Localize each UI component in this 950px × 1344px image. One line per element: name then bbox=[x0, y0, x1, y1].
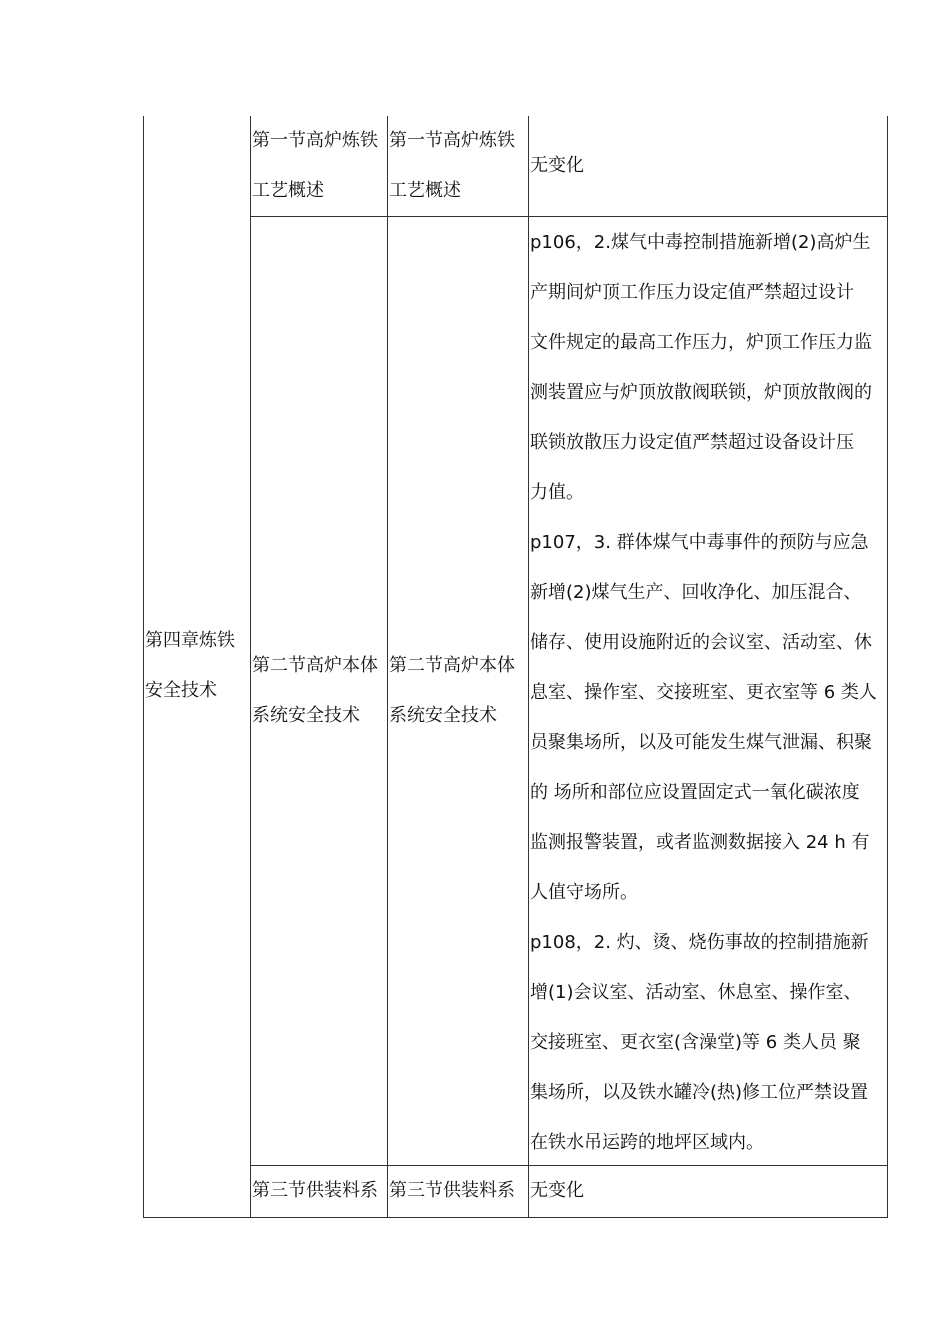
old-section-line: 第二节高炉本体 bbox=[252, 655, 378, 676]
change-line: p108，2. 灼、烫、烧伤事故的控制措施新 bbox=[530, 932, 869, 953]
change-line: 交接班室、更衣室(含澡堂)等 6 类人员 聚 bbox=[530, 1032, 861, 1053]
change-line: 无变化 bbox=[530, 155, 584, 176]
change-line: 联锁放散压力设定值严禁超过设备设计压 bbox=[530, 432, 854, 453]
table-divider-2 bbox=[387, 116, 388, 1218]
new-section-line: 第一节高炉炼铁 bbox=[389, 130, 515, 151]
new-section-cell bbox=[389, 1166, 515, 1216]
change-line: 在铁水吊运跨的地坪区域内。 bbox=[530, 1132, 764, 1153]
change-line: p106，2.煤气中毒控制措施新增(2)高炉生 bbox=[530, 232, 871, 253]
old-section-cell bbox=[252, 1166, 378, 1216]
change-line: 文件规定的最高工作压力，炉顶工作压力监 bbox=[530, 332, 872, 353]
new-section-line: 第二节高炉本体 bbox=[389, 655, 515, 676]
change-line: 集场所，以及铁水罐冷(热)修工位严禁设置 bbox=[530, 1082, 869, 1103]
change-line: 产期间炉顶工作压力设定值严禁超过设计 bbox=[530, 282, 854, 303]
change-line: 的 场所和部位应设置固定式一氧化碳浓度 bbox=[530, 782, 860, 803]
change-line: 力值。 bbox=[530, 482, 584, 503]
row-divider-1 bbox=[250, 216, 888, 217]
old-section-line: 第三节供装料系 bbox=[252, 1180, 378, 1201]
change-cell bbox=[530, 218, 877, 1168]
chapter-line: 安全技术 bbox=[145, 680, 217, 701]
new-section-line: 第三节供装料系 bbox=[389, 1180, 515, 1201]
change-line: 新增(2)煤气生产、回收净化、加压混合、 bbox=[530, 582, 862, 603]
new-section-cell bbox=[389, 641, 515, 741]
chapter-line: 第四章炼铁 bbox=[145, 630, 235, 651]
change-line: 人值守场所。 bbox=[530, 882, 638, 903]
change-cell bbox=[530, 141, 584, 191]
old-section-line: 第一节高炉炼铁 bbox=[252, 130, 378, 151]
old-section-line: 工艺概述 bbox=[252, 180, 324, 201]
change-line: 增(1)会议室、活动室、休息室、操作室、 bbox=[530, 982, 862, 1003]
old-section-cell bbox=[252, 116, 378, 216]
change-cell bbox=[530, 1166, 584, 1216]
new-section-line: 系统安全技术 bbox=[389, 705, 497, 726]
table-border-left bbox=[143, 116, 144, 1218]
table-divider-1 bbox=[250, 116, 251, 1218]
new-section-line: 工艺概述 bbox=[389, 180, 461, 201]
table-divider-3 bbox=[528, 116, 529, 1218]
table-border-right bbox=[887, 116, 888, 1218]
change-line: p107，3. 群体煤气中毒事件的预防与应急 bbox=[530, 532, 869, 553]
table-border-bottom bbox=[143, 1217, 888, 1218]
change-line: 测装置应与炉顶放散阀联锁，炉顶放散阀的 bbox=[530, 382, 872, 403]
change-line: 员聚集场所，以及可能发生煤气泄漏、积聚 bbox=[530, 732, 872, 753]
chapter-cell bbox=[145, 616, 235, 716]
change-line: 监测报警装置，或者监测数据接入 24 h 有 bbox=[530, 832, 870, 853]
change-line: 储存、使用设施附近的会议室、活动室、休 bbox=[530, 632, 872, 653]
change-line: 无变化 bbox=[530, 1180, 584, 1201]
old-section-cell bbox=[252, 641, 378, 741]
change-line: 息室、操作室、交接班室、更衣室等 6 类人 bbox=[530, 682, 877, 703]
old-section-line: 系统安全技术 bbox=[252, 705, 360, 726]
new-section-cell bbox=[389, 116, 515, 216]
